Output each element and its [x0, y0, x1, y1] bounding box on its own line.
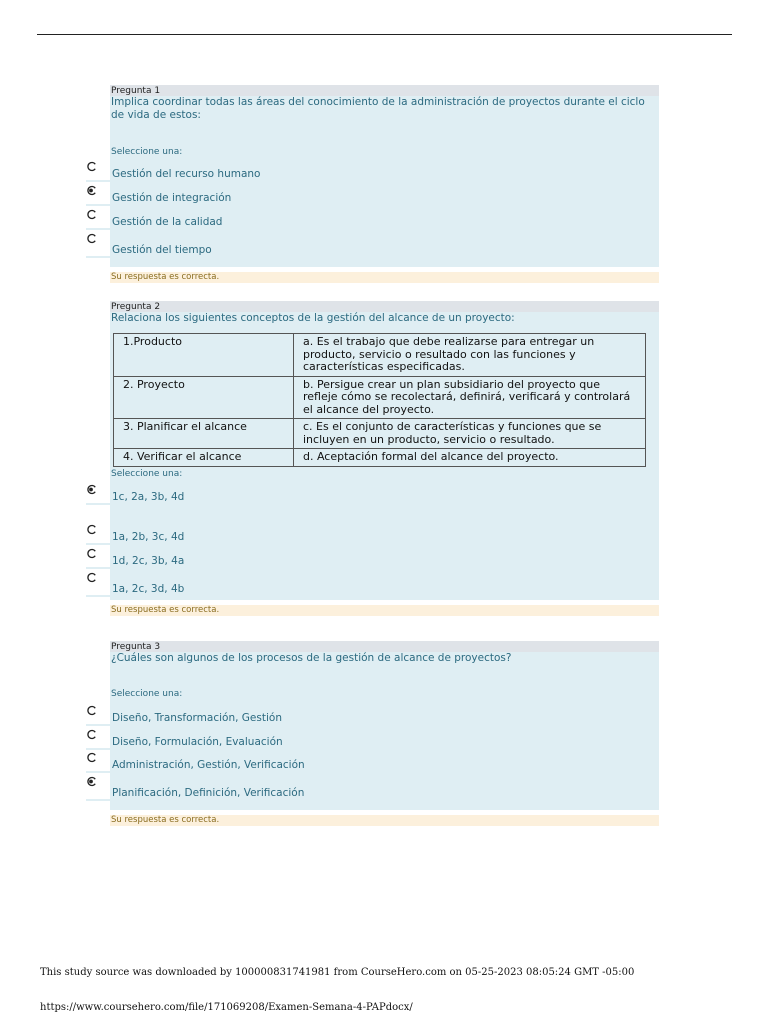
option-label[interactable]: Administración, Gestión, Verificación — [112, 759, 305, 771]
option-divider — [86, 771, 110, 773]
table-cell: 1.Producto — [114, 334, 294, 377]
question-3-header: Pregunta 3 — [110, 641, 659, 652]
table-cell: 4. Verificar el alcance — [114, 449, 294, 467]
feedback-correct: Su respuesta es correcta. — [110, 605, 659, 616]
select-label: Seleccione una: — [111, 469, 183, 479]
option-divider — [86, 724, 110, 726]
matching-table — [113, 333, 646, 467]
option-divider — [86, 748, 110, 750]
radio-button[interactable] — [86, 705, 97, 716]
option-label[interactable]: 1a, 2b, 3c, 4d — [112, 531, 185, 543]
radio-button[interactable] — [86, 572, 97, 583]
table-row — [114, 419, 646, 449]
table-cell: c. Es el conjunto de características y funciones que se incluyen en un producto, servicio o resultado. — [294, 419, 646, 449]
source-url[interactable]: https://www.coursehero.com/file/171069208/Examen-Semana-4-PAPdocx/ — [40, 1002, 413, 1013]
question-2-text: Relaciona los siguientes conceptos de la gestión del alcance de un proyecto: — [111, 312, 515, 324]
radio-button[interactable] — [86, 729, 97, 740]
question-2-header: Pregunta 2 — [110, 301, 659, 312]
feedback-correct: Su respuesta es correcta. — [110, 272, 659, 283]
question-2 — [110, 301, 659, 616]
question-3 — [110, 641, 659, 826]
option-label[interactable]: 1a, 2c, 3d, 4b — [112, 583, 185, 595]
table-cell: 3. Planificar el alcance — [114, 419, 294, 449]
top-rule — [37, 34, 732, 35]
radio-button-selected[interactable] — [86, 185, 97, 196]
option-divider — [86, 595, 110, 597]
table-row — [114, 376, 646, 419]
question-3-body — [110, 652, 659, 810]
option-label[interactable]: 1d, 2c, 3b, 4a — [112, 555, 185, 567]
option-label[interactable]: Gestión de integración — [112, 192, 232, 204]
option-label[interactable]: Gestión de la calidad — [112, 216, 223, 228]
question-1-text: Implica coordinar todas las áreas del conocimiento de la administración de proyectos durante el ciclo de vida de estos: — [111, 96, 645, 121]
radio-button-selected[interactable] — [86, 484, 97, 495]
table-cell: a. Es el trabajo que debe realizarse para entregar un producto, servicio o resultado con las funciones y características especificadas. — [294, 334, 646, 377]
question-1 — [110, 85, 659, 283]
select-label: Seleccione una: — [111, 689, 183, 699]
option-label[interactable]: Gestión del recurso humano — [112, 168, 261, 180]
option-label[interactable]: Diseño, Transformación, Gestión — [112, 712, 282, 724]
question-2-body — [110, 312, 659, 600]
question-1-body — [110, 96, 659, 267]
option-label[interactable]: 1c, 2a, 3b, 4d — [112, 491, 185, 503]
radio-button[interactable] — [86, 161, 97, 172]
radio-button-selected[interactable] — [86, 776, 97, 787]
table-cell: 2. Proyecto — [114, 376, 294, 419]
table-row — [114, 449, 646, 467]
option-divider — [86, 503, 110, 505]
radio-button[interactable] — [86, 548, 97, 559]
option-divider — [86, 228, 110, 230]
radio-button[interactable] — [86, 233, 97, 244]
option-divider — [86, 256, 110, 258]
option-label[interactable]: Planificación, Definición, Verificación — [112, 787, 305, 799]
table-cell: b. Persigue crear un plan subsidiario del proyecto que refleje cómo se recolectará, definirá, verificará y controlará el alcance del proyecto. — [294, 376, 646, 419]
option-divider — [86, 567, 110, 569]
table-row — [114, 334, 646, 377]
option-divider — [86, 543, 110, 545]
question-1-header: Pregunta 1 — [110, 85, 659, 96]
option-label[interactable]: Diseño, Formulación, Evaluación — [112, 736, 283, 748]
radio-button[interactable] — [86, 752, 97, 763]
option-divider — [86, 180, 110, 182]
radio-button[interactable] — [86, 209, 97, 220]
option-divider — [86, 204, 110, 206]
download-notice: This study source was downloaded by 100000831741981 from CourseHero.com on 05-25-2023 08:05:24 GMT -05:00 — [40, 967, 635, 978]
option-divider — [86, 799, 110, 801]
question-3-text: ¿Cuáles son algunos de los procesos de la gestión de alcance de proyectos? — [111, 652, 512, 664]
radio-button[interactable] — [86, 524, 97, 535]
option-label[interactable]: Gestión del tiempo — [112, 244, 212, 256]
table-cell: d. Aceptación formal del alcance del proyecto. — [294, 449, 646, 467]
select-label: Seleccione una: — [111, 147, 183, 157]
feedback-correct: Su respuesta es correcta. — [110, 815, 659, 826]
